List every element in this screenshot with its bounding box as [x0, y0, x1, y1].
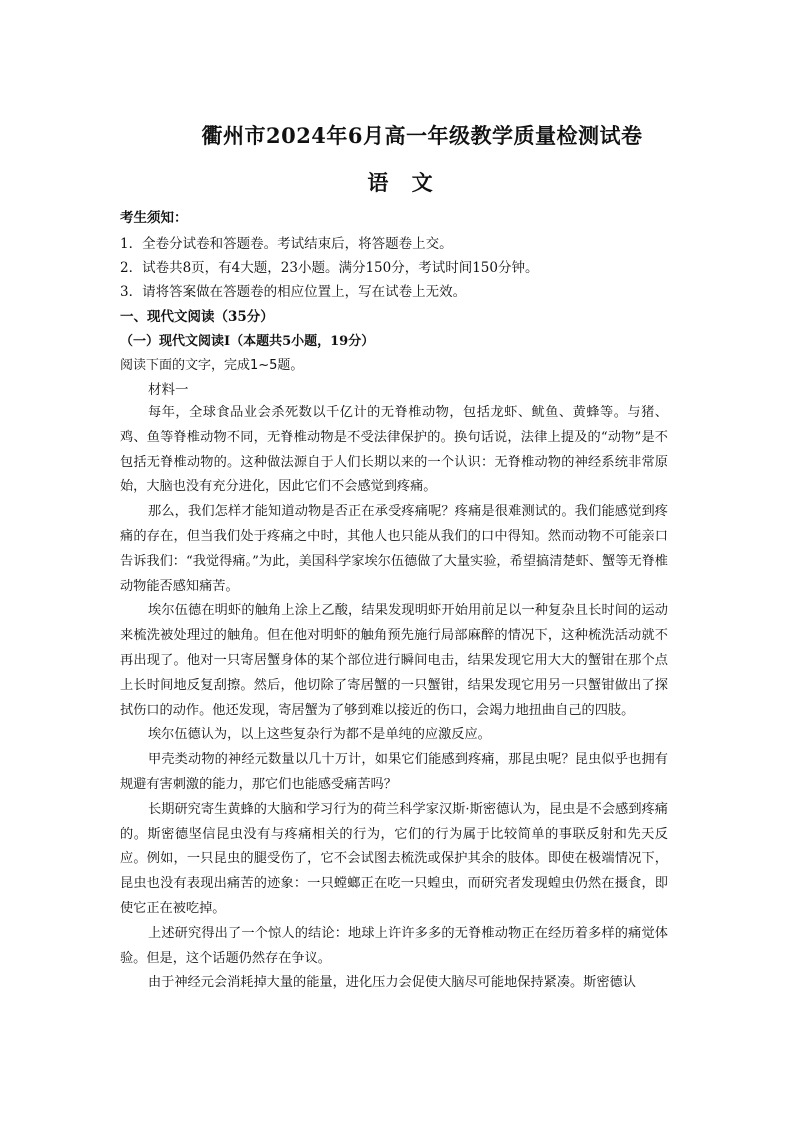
passage-paragraph: 上述研究得出了一个惊人的结论：地球上许许多多的无脊椎动物正在经历着多样的痛觉体验。但是，这个话题仍然存在争议。: [120, 925, 668, 966]
passage-paragraph: 由于神经元会消耗掉大量的能量，进化压力会促使大脑尽可能地保持紧凑。斯密德认: [148, 975, 636, 991]
passage-paragraph: 长期研究寄生黄蜂的大脑和学习行为的荷兰科学家汉斯·斯密德认为，昆虫是不会感到疼痛的。斯密德坚信昆虫没有与疼痛相关的行为，它们的行为属于比较简单的事联反射和先天反应。例如，一只昆虫的腿受伤了，它不会试图去梳洗或保护其余的肢体。即使在极端情况下，昆虫也没有表现出痛苦的迹象：一只螳螂正在吃一只蝗虫，而研究者发现蝗虫仍然在摄食，即使它正在被吃掉。: [120, 801, 668, 916]
notice-item: 2．试卷共8页，有4大题，23小题。满分150分，考试时间150分钟。: [120, 260, 539, 276]
passage-paragraph: 埃尔伍德认为，以上这些复杂行为都不是单纯的应激反应。: [148, 727, 491, 743]
instruction-text: 阅读下面的文字，完成1~5题。: [120, 358, 304, 373]
notice-item: 1．全卷分试卷和答题卷。考试结束后，将答题卷上交。: [120, 236, 453, 252]
passage-paragraph: 那么，我们怎样才能知道动物是否正在承受疼痛呢？疼痛是很难测试的。我们能感觉到疼痛的存在，但当我们处于疼痛之中时，其他人也只能从我们的口中得知。然而动物不可能亲口告诉我们：“我觉得痛。”为此，美国科学家埃尔伍德做了大量实验，希望搞清楚虾、蟹等无脊椎动物能否感知痛苦。: [120, 504, 668, 594]
material-label: 材料一: [148, 382, 189, 398]
subject-title: 语 文: [367, 170, 441, 195]
section-heading: 一、现代文阅读（35分）: [120, 309, 274, 325]
passage-body: [120, 401, 668, 996]
passage-paragraph: 甲壳类动物的神经元数量以几十万计，如果它们能感到疼痛，那昆虫呢？昆虫似乎也拥有规避有害刺激的能力，那它们也能感受痛苦吗？: [120, 752, 668, 792]
notice-item: 3．请将答案做在答题卷的相应位置上，写在试卷上无效。: [120, 284, 467, 300]
passage-paragraph: 每年，全球食品业会杀死数以千亿计的无脊椎动物，包括龙虾、鱿鱼、黄蜂等。与猪、鸡、鱼等脊椎动物不同，无脊椎动物是不受法律保护的。换句话说，法律上提及的“动物”是不包括无脊椎动物的。这种做法源自于人们长期以来的一个认识：无脊椎动物的神经系统非常原始，大脑也没有充分进化，因此它们不会感觉到疼痛。: [120, 405, 668, 495]
exam-title: 衢州市2024年6月高一年级教学质量检测试卷: [201, 123, 643, 148]
notice-heading: 考生须知：: [120, 210, 188, 226]
passage-paragraph: 埃尔伍德在明虾的触角上涂上乙酸，结果发现明虾开始用前足以一种复杂且长时间的运动来梳洗被处理过的触角。但在他对明虾的触角预先施行局部麻醉的情况下，这种梳洗活动就不再出现了。他对一只寄居蟹身体的某个部位进行瞬间电击，结果发现它用大大的蟹钳在那个点上长时间地反复刮擦。然后，他切除了寄居蟹的一只蟹钳，结果发现它用另一只蟹钳做出了探拭伤口的动作。他还发现，寄居蟹为了够到难以接近的伤口，会竭力地扭曲自己的四肢。: [120, 603, 668, 718]
subsection-heading: （一）现代文阅读Ⅰ（本题共5小题，19分）: [120, 334, 375, 349]
